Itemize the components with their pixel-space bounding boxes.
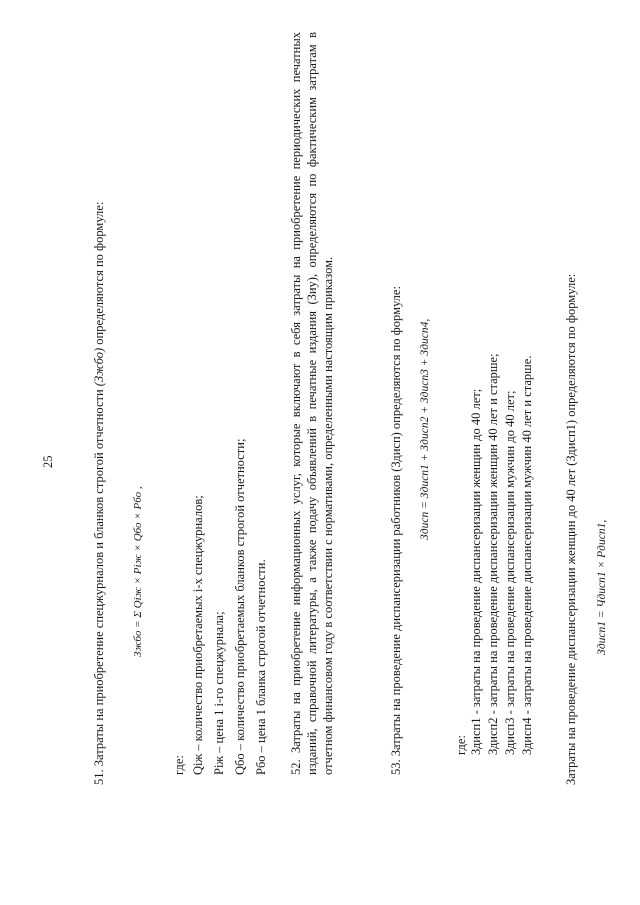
definition-item: Piж – цена 1 i-го спецжурнала; (212, 611, 226, 775)
formula-zdisp: Здисп = Здисп1 + Здисп2 + Здисп3 + Здисп4, (419, 318, 431, 540)
paragraph-51 (93, 202, 106, 785)
formula-zhbo: Зжбо = Σ Qiж × Piж × Qбо × Pбо , (132, 486, 144, 657)
paragraph-53: 53. Затраты на проведение диспансеризации работников (Здисп) определяются по формуле: (389, 286, 403, 775)
definition-item: Pбо – цена 1 бланка строгой отчетности. (254, 559, 268, 775)
paragraph-51-tail: определяются по формуле: (92, 201, 106, 345)
definition-item: Здисп3 - затраты на проведение диспансеризации мужчин до 40 лет; (503, 390, 517, 755)
paragraph-52: 52. Затраты на приобретение информационных услуг, которые включают в себя затраты на приобретение периодических печатных изданий, справочной литературы, а также подачу объявлений в печатные издания (Зиу), определяются по фактическим затратам в отчетном финансовом году в соответствии с нормативами, определенными настоящим приказом. (289, 32, 335, 775)
paragraph-51-symbol: (Зжбо) (92, 347, 106, 387)
definition-item: Здисп4 - затраты на проведение диспансеризации мужчин 40 лет и старше. (520, 355, 534, 755)
definition-item: Здисп2 - затраты на проведение диспансеризации женщин 40 лет и старше; (486, 353, 500, 755)
definition-item: Здисп1 - затраты на проведение диспансеризации женщин до 40 лет; (469, 388, 483, 755)
definition-item: Qiж – количество приобретаемых i-х спецжурналов; (191, 495, 205, 775)
page-number: 25 (41, 455, 55, 468)
paragraph-51-text: 51. Затраты на приобретение спецжурналов и бланков строгой отчетности (92, 389, 106, 785)
where-label-1: где: (172, 755, 186, 775)
paragraph-54: Затраты на проведение диспансеризации женщин до 40 лет (Здисп1) определяются по формуле: (564, 273, 578, 785)
formula-zdisp1: Здисп1 = Чдисп1 × Pдисп1, (596, 519, 608, 655)
where-label-2: где: (454, 735, 468, 755)
definition-item: Qбо – количество приобретаемых бланков строгой отчетности; (233, 438, 247, 775)
